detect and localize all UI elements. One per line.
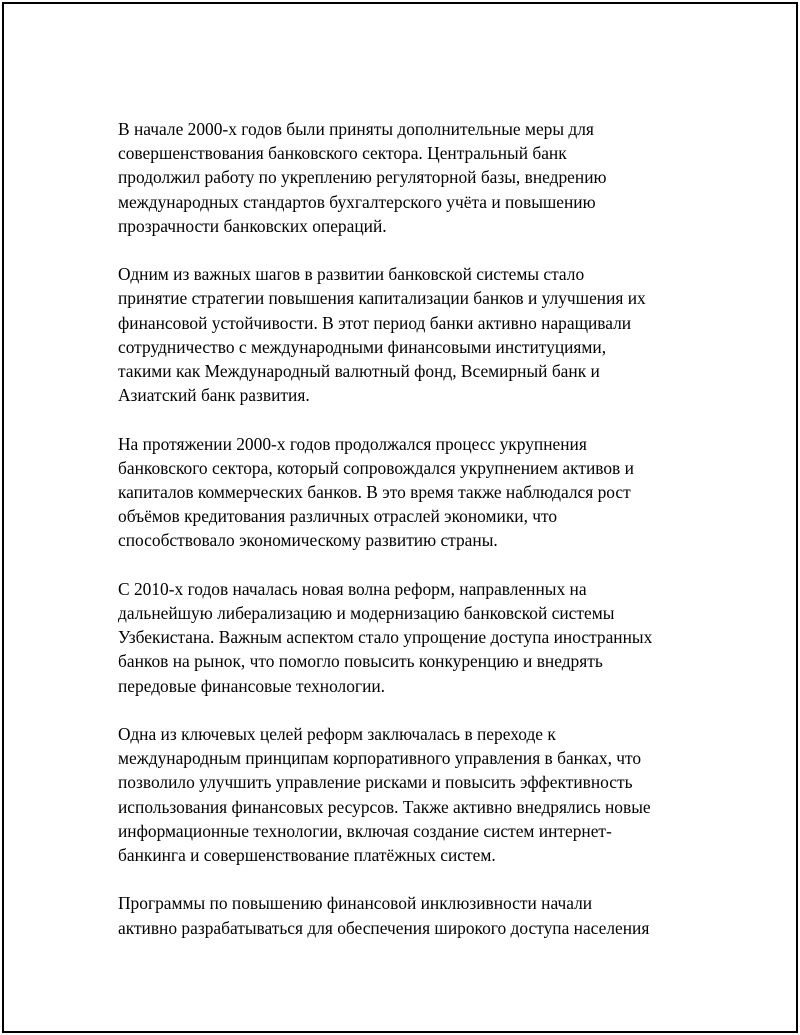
text-line: позволило улучшить управление рисками и повысить эффективность — [118, 772, 633, 793]
document-body — [118, 117, 698, 964]
text-line: Узбекистана. Важным аспектом стало упрощение доступа иностранных — [118, 627, 653, 648]
paragraph-3 — [118, 432, 698, 553]
text-line: международным принципам корпоративного управления в банках, что — [118, 748, 642, 769]
paragraph-1 — [118, 117, 698, 238]
paragraph-5 — [118, 722, 698, 867]
text-line: На протяжении 2000-х годов продолжался процесс укрупнения — [118, 433, 587, 454]
text-line: Программы по повышению финансовой инклюзивности начали — [118, 893, 593, 914]
text-line: банков на рынок, что помогло повысить конкуренцию и внедрять — [118, 651, 603, 672]
text-line: принятие стратегии повышения капитализации банков и улучшения их — [118, 288, 646, 309]
text-line: сотрудничество с международными финансовыми институциями, — [118, 336, 607, 357]
text-line: Азиатский банк развития. — [118, 385, 310, 406]
text-line: финансовой устойчивости. В этот период банки активно наращивали — [118, 312, 632, 333]
text-line: такими как Международный валютный фонд, Всемирный банк и — [118, 361, 600, 382]
text-line: совершенствования банковского сектора. Центральный банк — [118, 143, 567, 164]
text-line: капиталов коммерческих банков. В это время также наблюдался рост — [118, 482, 631, 503]
paragraph-4 — [118, 577, 698, 698]
text-line: прозрачности банковских операций. — [118, 215, 387, 236]
text-line: В начале 2000-х годов были приняты дополнительные меры для — [118, 119, 594, 139]
text-line: передовые финансовые технологии. — [118, 675, 386, 696]
text-line: продолжил работу по укреплению регуляторной базы, внедрению — [118, 167, 607, 188]
text-line: объёмов кредитования различных отраслей экономики, что — [118, 506, 558, 527]
text-line: дальнейшую либерализацию и модернизацию банковской системы — [118, 603, 615, 624]
text-line: активно разрабатываться для обеспечения широкого доступа населения — [118, 917, 650, 938]
text-line: международных стандартов бухгалтерского учёта и повышению — [118, 191, 596, 212]
text-line: банкинга и совершенствование платёжных систем. — [118, 845, 496, 866]
paragraph-2 — [118, 262, 698, 407]
text-line: информационные технологии, включая создание систем интернет- — [118, 820, 612, 841]
text-line: способствовало экономическому развитию страны. — [118, 530, 498, 551]
text-line: Одна из ключевых целей реформ заключалась в переходе к — [118, 724, 556, 745]
text-line: Одним из важных шагов в развитии банковской системы стало — [118, 264, 585, 285]
text-line: банковского сектора, который сопровождался укрупнением активов и — [118, 457, 634, 478]
text-line: использования финансовых ресурсов. Также активно внедрялись новые — [118, 796, 651, 817]
text-line: С 2010-х годов началась новая волна реформ, направленных на — [118, 578, 587, 599]
paragraph-6 — [118, 891, 698, 939]
